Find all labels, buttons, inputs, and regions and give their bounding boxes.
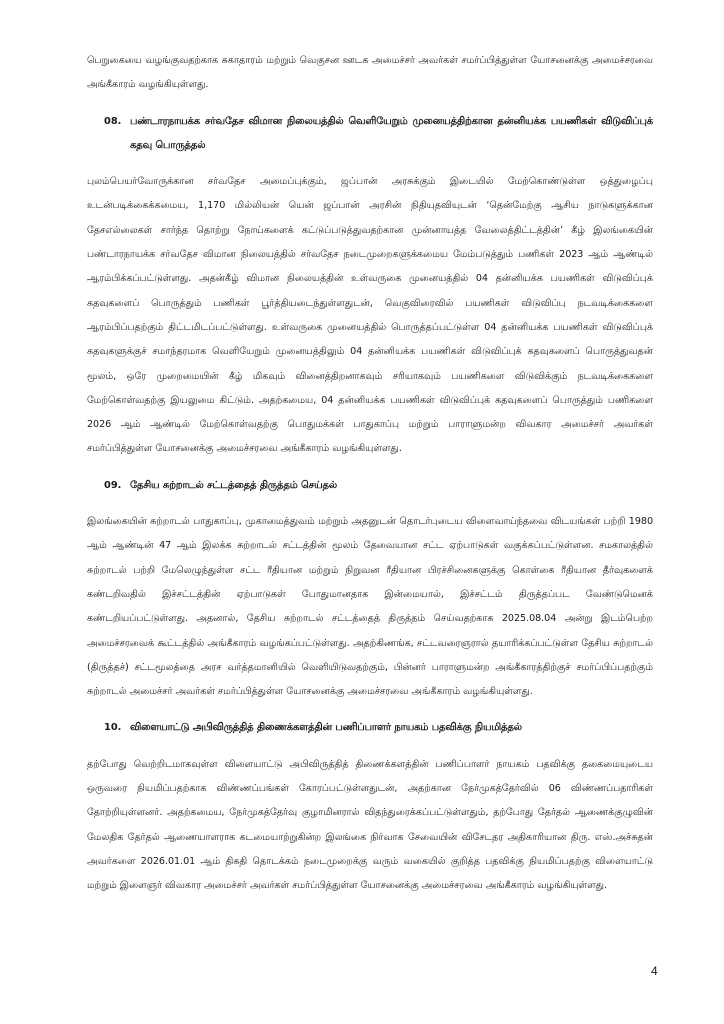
section-title: தேசிய சுற்றாடல் சட்டத்தைத் திருத்தம் செய்தல் (130, 479, 337, 491)
section-title: விளையாட்டு அபிவிருத்தித் திணைக்களத்தின் பணிப்பாளர் நாயகம் பதவிக்கு நியமித்தல் (130, 722, 522, 734)
section-number: 10. (104, 722, 122, 734)
spacer (87, 158, 653, 170)
spacer (87, 498, 653, 510)
intro-paragraph: பெறுகையை வழங்குவதற்காக சுகாதாரம் மற்றும் வெகுசன ஊடக அமைச்சர் அவர்கள் சமர்ப்பித்துள்ள யோசனைக்கு அமைச்சரவை அங்கீகாரம் வழங்கியுள்ளது. (87, 55, 653, 91)
section-body-08: புலம்பெயர்வோருக்கான சர்வதேச அமைப்புக்கும், ஜப்பான் அரசுக்கும் இடையில் மேற்கொண்டுள்ள ஒத்துழைப்பு உடன்படிக்கைக்கமைய, 1,170 மில்லியன் யென் ஜப்பான் அரசின் நிதியுதவியுடன் ‘தென்மேற்கு ஆசிய நாடுகளுக்கான தேசஎல்லைகள் சார்ந்த தொற்று நோய்களைக் கட்டுப்படுத்துவதற்கான முன்னாயத்த வேலைத்திட்டத்தின்’ கீழ் இலங்கையின் பண்டாரநாயக்க சர்வதேச விமான நிலையத்தில் சர்வதேச நடைமுறைகளுக்கமைய மேம்படுத்தும் பணிகள் 2023 ஆம் ஆண்டில் ஆரம்பிக்கப்பட்டுள்ளது. அதன்கீழ் விமான நிலையத்தின் உள்வருகை முனையத்தில் 04 தன்னியக்க பயணிகள் விடுவிப்புக் கதவுகளைப் பொருத்தும் பணிகள் பூர்த்தியடைந்துள்ளதுடன், வெகுவிரைவில் பயணிகள் விடுவிப்பு நடவடிக்கைகளை ஆரம்பிப்பதற்கும் திட்டமிடப்பட்டுள்ளது. உள்வருகை முனையத்தில் பொருத்தப்பட்டுள்ள 04 தன்னியக்க பயணிகள் விடுவிப்புக் கதவுகளுக்குச் சமாந்தரமாக வெளியேறும் முனையத்திலும் 04 தன்னியக்க பயணிகள் விடுவிப்புக் கதவுகளைப் பொருத்துவதன் மூலம், ஒரே முறைமையின் கீழ் மிகவும் வினைத்திறனாகவும் சரியாகவும் பயணிகளை விடுவிக்கும் நடவடிக்கைகளை மேற்கொள்வதற்கு இயலுமை கிட்டும். அதற்கமைய, 04 தன்னியக்க பயணிகள் விடுவிப்புக் கதவுகளைப் பொருத்தும் பணிகளை 2026 ஆம் ஆண்டில் மேற்கொள்வதற்கு பொதுமக்கள் பாதுகாப்பு மற்றும் பாராளுமன்ற விவகார அமைச்சர் அவர்கள் சமர்ப்பித்துள்ள யோசனைக்கு அமைச்சரவை அங்கீகாரம் வழங்கியுள்ளது. (87, 176, 653, 455)
section-heading-08 (87, 110, 653, 159)
section-heading-10 (87, 716, 653, 740)
section-body-09: இலங்கையின் சுற்றாடல் பாதுகாப்பு, முகாமைத்துவம் மற்றும் அதனுடன் தொடர்புடைய விளைவாய்ந்தவை விடயங்கள் பற்றி 1980 ஆம் ஆண்டின் 47 ஆம் இலக்க சுற்றாடல் சட்டத்தின் மூலம் தேவையான சட்ட ஏற்பாடுகள் வகுக்கப்பட்டுள்ளன. சமகாலத்தில் சுற்றாடல் பற்றி மேலெழுந்துள்ள சட்ட ரீதியான மற்றும் நிறுவன ரீதியான பிரச்சினைகளுக்கு கொள்கை ரீதியான தீர்வுகளைக் கண்டறிவதில் இச்சட்டத்தின் ஏற்பாடுகள் போதுமானதாக இன்மையால், இச்சட்டம் திருத்தப்பட வேண்டுமெனக் கண்டறியப்பட்டுள்ளது. அதனால், தேசிய சுற்றாடல் சட்டத்தைத் திருத்தம் செய்வதற்காக 2025.08.04 அன்று இடம்பெற்ற அமைச்சரவைக் கூட்டத்தில் அங்கீகாரம் வழங்கப்பட்டுள்ளது. அதற்கிணங்க, சட்டவரைஞரால் தயாரிக்கப்பட்டுள்ள தேசிய சுற்றாடல் (திருத்தச்) சட்டமூலத்தை அரச வர்த்தமானியில் வெளியிடுவதற்கும், பின்னர் பாராளுமன்ற அங்கீகாரத்திற்குச் சமர்ப்பிப்பதற்கும் சுற்றாடல் அமைச்சர் அவர்கள் சமர்ப்பித்துள்ள யோசனைக்கு அமைச்சரவை அங்கீகாரம் வழங்கியுள்ளது. (87, 516, 653, 698)
spacer (87, 704, 653, 716)
section-number: 09. (104, 479, 122, 491)
page-content (87, 49, 653, 899)
spacer (87, 462, 653, 474)
section-title: பண்டாரநாயக்க சர்வதேச விமான நிலையத்தில் வெளியேறும் முனையத்திற்கான தன்னியக்க பயணிகள் விடுவிப்புக் கதவு பொருத்தல் (130, 115, 653, 151)
section-heading-09 (87, 474, 653, 498)
spacer (87, 98, 653, 110)
section-number: 08. (104, 115, 122, 127)
spacer (87, 741, 653, 753)
section-body-10: தற்போது வெற்றிடமாகவுள்ள விளையாட்டு அபிவிருத்தித் திணைக்களத்தின் பணிப்பாளர் நாயகம் பதவிக்கு தகைமையுடைய ஒருவரை நியமிப்பதற்காக விண்ணப்பங்கள் கோரப்பட்டுள்ளதுடன், அதற்கான நேர்முகத்தேர்வில் 06 விண்ணப்பதாரிகள் தோற்றியுள்ளனர். அதற்கமைய, நேர்முகத்தேர்வு குழாமினரால் விதந்துரைக்கப்பட்டுள்ளதும், தற்போது தேர்தல் ஆணைக்குழுவின் மேலதிக தேர்தல் ஆணையாளராக கடமையாற்றுகின்ற இலங்கை நிர்வாக சேவையின் விசேடதர அதிகாரியான திரு. எஸ்.அச்சுதன் அவர்களை 2026.01.01 ஆம் திகதி தொடக்கம் நடைமுறைக்கு வரும் வகையில் குறித்த பதவிக்கு நியமிப்பதற்கு விளையாட்டு மற்றும் இளைஞர் விவகார அமைச்சர் அவர்கள் சமர்ப்பித்துள்ள யோசனைக்கு அமைச்சரவை அங்கீகாரம் வழங்கியுள்ளது. (87, 758, 653, 892)
page-number: 4 (651, 964, 658, 978)
